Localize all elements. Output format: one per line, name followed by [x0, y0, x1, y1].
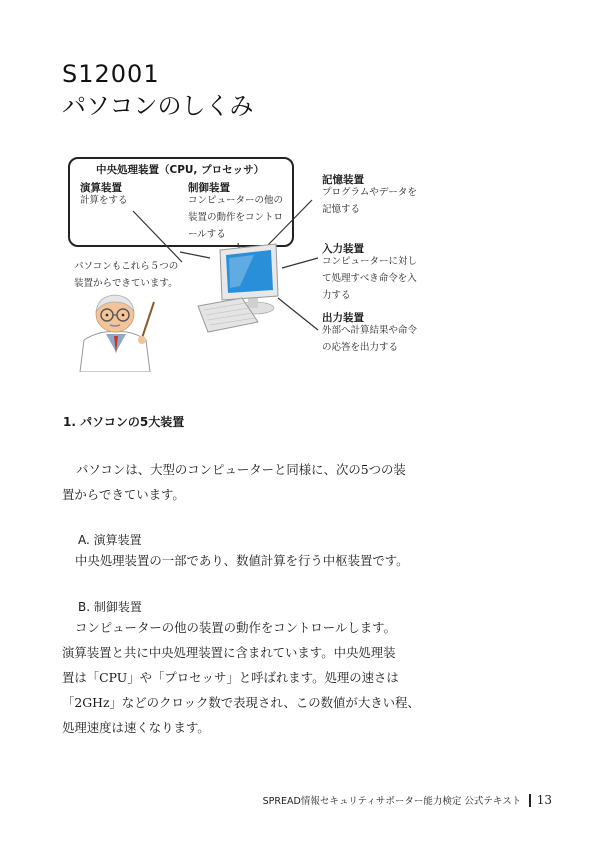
desc-line: 力する	[322, 290, 351, 301]
paragraph-a	[75, 548, 409, 573]
pointer-stick-icon	[142, 302, 154, 338]
teacher-illustration	[70, 292, 160, 372]
memory-unit-title: 記憶装置	[322, 174, 364, 186]
desc-line: て処理すべき命令を入	[322, 273, 417, 284]
footer-text: SPREAD情報セキュリティサポーター能力検定 公式テキスト	[262, 796, 522, 807]
para-line: 演算装置と共に中央処理装置に含まれています。中央処理装	[62, 645, 396, 660]
desc-line: プログラムやデータを	[322, 187, 417, 198]
speech-line: パソコンもこれら５つの	[74, 261, 179, 272]
footer-divider	[529, 794, 531, 807]
output-connector-line	[278, 298, 318, 330]
para-line: パソコンは、大型のコンピューターと同様に、次の5つの装	[76, 462, 406, 477]
desc-line: 外部へ計算結果や命令	[322, 325, 418, 336]
input-connector-line	[282, 258, 318, 268]
input-unit-title: 入力装置	[322, 243, 364, 255]
desc-line: 計算をする	[80, 195, 128, 206]
control-unit-title: 制御装置	[188, 182, 230, 194]
output-unit-title: 出力装置	[322, 312, 364, 324]
paragraph-b	[62, 615, 420, 740]
page-footer	[263, 793, 552, 807]
para-line: 「2GHz」などのクロック数で表現され、この数値が大きい程、	[62, 695, 420, 710]
subsection-heading-b: B. 制御装置	[78, 600, 142, 614]
desc-line: ールする	[188, 229, 226, 240]
para-line: 置からできています。	[62, 487, 185, 502]
para-line: 処理速度は速くなります。	[62, 720, 210, 735]
speech-pointer-line-2	[133, 211, 182, 262]
subsection-heading-a: A. 演算装置	[78, 533, 142, 547]
desc-line: の応答を出力する	[322, 342, 399, 353]
para-line: コンピューターの他の装置の動作をコントロールします。	[75, 620, 396, 635]
intro-paragraph	[62, 457, 406, 507]
desc-line: コンピューターに対し	[322, 256, 418, 267]
page-title: パソコンのしくみ	[62, 92, 254, 120]
para-line: 中央処理装置の一部であり、数値計算を行う中枢装置です。	[75, 553, 409, 568]
cpu-box-title: 中央処理装置（CPU, プロセッサ）	[96, 164, 265, 176]
desc-line: コンピューターの他の	[188, 195, 284, 206]
desc-line: 装置の動作をコントロ	[188, 212, 284, 223]
arithmetic-unit-title: 演算装置	[80, 182, 122, 194]
lesson-code: S12001	[62, 60, 160, 88]
para-line: 置は「CPU」や「プロセッサ」と呼ばれます。処理の速さは	[62, 670, 399, 685]
desc-line: 記憶する	[322, 204, 361, 215]
page-number: 13	[536, 793, 552, 807]
section-heading: 1. パソコンの5大装置	[63, 415, 185, 429]
computer-illustration	[196, 236, 282, 348]
speech-line: 装置からできています。	[74, 278, 178, 289]
